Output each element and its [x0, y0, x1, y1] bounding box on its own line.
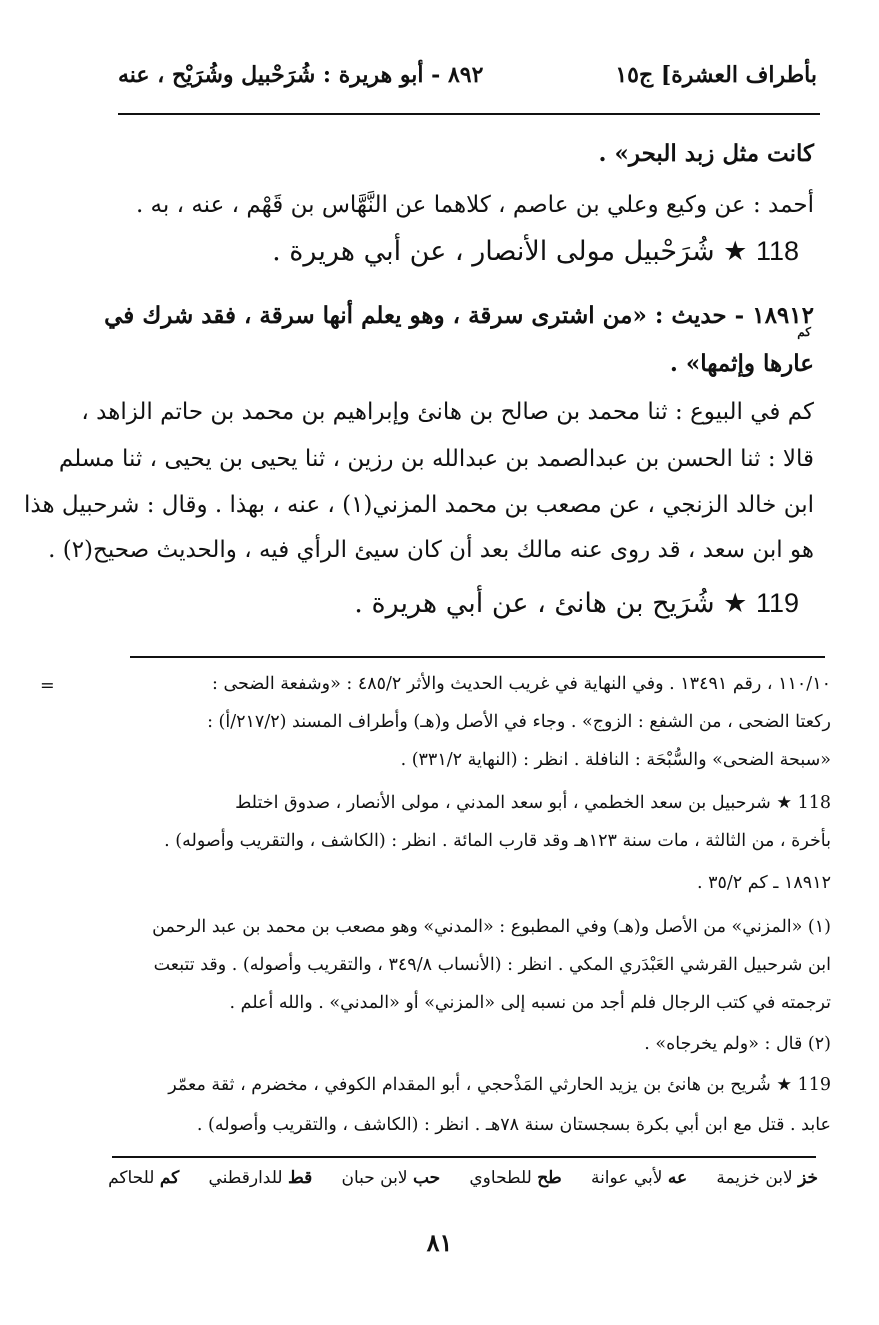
footnote-line-1: ١١٠/١٠ ، رقم ١٣٤٩١ . وفي النهاية في غريب الحديث والأثر ٤٨٥/٢ : «وشفعة الضحى :	[212, 674, 831, 694]
legend-name: للطحاوي	[469, 1168, 532, 1188]
legend-entry-km	[108, 1168, 179, 1188]
item-119-number: 119	[755, 588, 799, 618]
legend-abbr: حب	[412, 1168, 441, 1188]
legend-rule	[112, 1156, 816, 1158]
legend-entry-ah	[591, 1168, 687, 1188]
item-118-number: 118	[755, 236, 799, 266]
legend-abbr: طح	[537, 1168, 562, 1188]
footnote-line-4: 118 ★ شرحبيل بن سعد الخطمي ، أبو سعد المدني ، مولى الأنصار ، صدوق اختلط	[235, 793, 831, 813]
legend-name: للدارقطني	[208, 1168, 283, 1188]
hadith-heading-line-1	[104, 302, 814, 329]
running-header-left: ٨٩٢ - أبو هريرة : شُرَحْبيل وشُرَيْح ، عنه	[118, 62, 484, 88]
footnote-line-10: (٢) قال : «ولم يخرجاه» .	[644, 1034, 831, 1054]
isnad-line-1: كم في البيوع : ثنا محمد بن صالح بن هانئ وإبراهيم بن محمد بن حاتم الزاهد ،	[81, 399, 814, 425]
isnad-line-4: هو ابن سعد ، قد روى عنه مالك بعد أن كان سيئ الرأي فيه ، والحديث صحيح(٢) .	[48, 537, 814, 563]
hadith-siglum: كم	[797, 325, 811, 339]
legend-entry-hb	[341, 1168, 440, 1188]
item-119-title: ★ شُرَيح بن هانئ ، عن أبي هريرة .	[354, 588, 748, 619]
main-line-2: أحمد : عن وكيع وعلي بن عاصم ، كلاهما عن النَّهَّاس بن قَهْم ، عنه ، به .	[135, 192, 814, 218]
header-rule	[118, 113, 820, 115]
footnote-line-3: «سبحة الضحى» والسُّبْحَة : النافلة . انظر : (النهاية ٣٣١/٢) .	[400, 750, 831, 770]
legend-name: لأبي عوانة	[590, 1168, 663, 1188]
item-119-heading	[354, 588, 799, 619]
main-line-1: كانت مثل زبد البحر» .	[598, 140, 814, 167]
legend-name: لابن خزيمة	[716, 1168, 793, 1188]
footnote-line-6: ١٨٩١٢ ـ كم ٣٥/٢ .	[696, 873, 831, 893]
page-number: ٨١	[426, 1228, 453, 1257]
item-118-title: ★ شُرَحْبيل مولى الأنصار ، عن أبي هريرة .	[272, 236, 748, 267]
footnote-rule	[130, 656, 825, 658]
legend-abbr: قط	[287, 1168, 313, 1188]
legend-abbr: خز	[798, 1168, 818, 1188]
footnote-line-5: بأخرة ، من الثالثة ، مات سنة ١٢٣هـ وقد قارب المائة . انظر : (الكاشف ، والتقريب وأصوله) .	[164, 831, 831, 851]
footnote-line-11: 119 ★ شُريح بن هانئ بن يزيد الحارثي المَذْحجي ، أبو المقدام الكوفي ، مخضرم ، ثقة معمّر	[168, 1075, 831, 1095]
footnote-line-7: (١) «المزني» من الأصل و(هـ) وفي المطبوع : «المدني» وهو مصعب بن محمد بن عبد الرحمن	[152, 917, 831, 937]
legend-entry-th	[469, 1168, 561, 1188]
footnote-line-9: ترجمته في كتب الرجال فلم أجد من نسبه إلى «المزني» أو «المدني» . والله أعلم .	[229, 993, 831, 1013]
hadith-number: ١٨٩١٢	[752, 302, 814, 329]
footnote-line-2: ركعتا الضحى ، من الشفع : الزوج» . وجاء في الأصل و(هـ) وأطراف المسند (٢١٧/٢/أ) :	[207, 712, 831, 732]
legend-name: للحاكم	[108, 1168, 155, 1188]
legend-name: لابن حبان	[341, 1168, 408, 1188]
continuation-marker: =	[40, 676, 55, 696]
footnote-line-8: ابن شرحبيل القرشي العَبْدَري المكي . انظر : (الأنساب ٣٤٩/٨ ، والتقريب وأصوله) . وقد تتبعت	[153, 955, 831, 975]
abbreviations-legend	[108, 1168, 818, 1188]
hadith-text-line-1: - حديث : «من اشترى سرقة ، وهو يعلم أنها سرقة ، فقد شرك في	[104, 302, 745, 329]
hadith-text-line-2: عارها وإثمها» .	[669, 350, 814, 377]
item-118-heading	[272, 236, 799, 267]
isnad-line-3: ابن خالد الزنجي ، عن مصعب بن محمد المزني(١) ، عنه ، بهذا . وقال : شرحبيل هذا	[24, 492, 814, 518]
legend-entry-qt	[209, 1168, 313, 1188]
legend-abbr: كم	[159, 1168, 180, 1188]
footnote-line-12: عابد . قتل مع ابن أبي بكرة بسجستان سنة ٧٨هـ . انظر : (الكاشف ، والتقريب وأصوله) .	[196, 1115, 831, 1135]
running-header-right: بأطراف العشرة] ج١٥	[615, 62, 817, 88]
legend-abbr: عه	[667, 1168, 688, 1188]
legend-entry-khz	[716, 1168, 818, 1188]
isnad-line-2: قالا : ثنا الحسن بن عبدالصمد بن عبدالله بن رزين ، ثنا يحيى بن يحيى ، ثنا مسلم	[58, 446, 814, 472]
